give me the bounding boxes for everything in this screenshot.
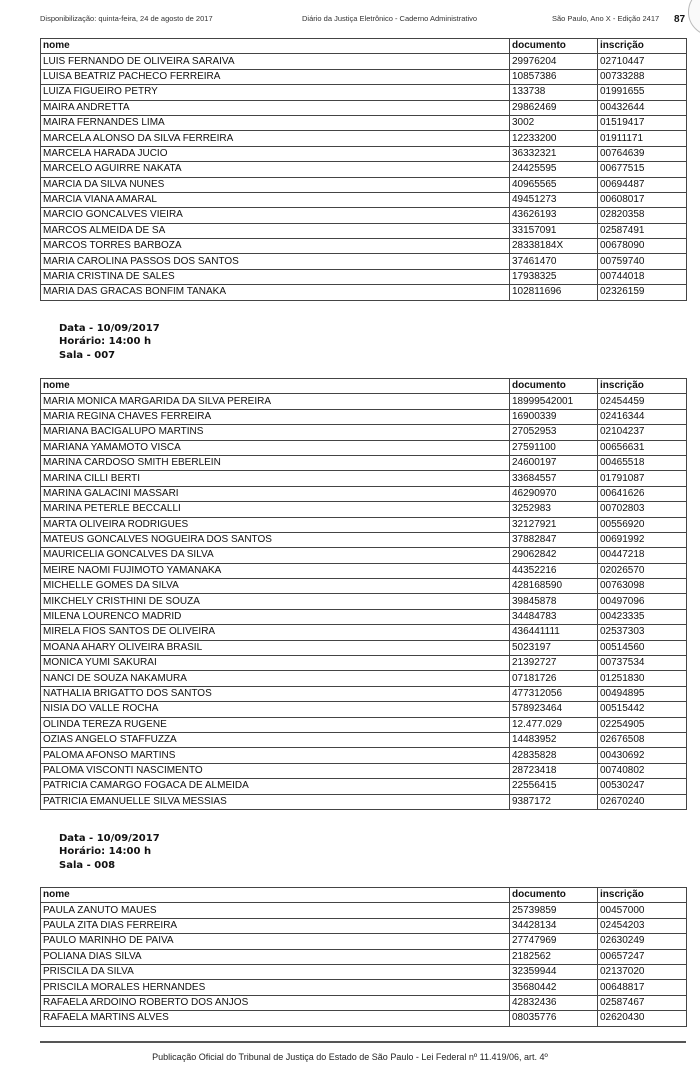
cell-name: MARIA CAROLINA PASSOS DOS SANTOS (41, 254, 510, 269)
table-row (41, 748, 687, 763)
column-header-document: documento (510, 39, 598, 54)
cell-document: 5023197 (510, 640, 598, 655)
column-header-registration: inscrição (598, 379, 687, 394)
cell-document: 27747969 (510, 934, 598, 949)
cell-name: MARCIA DA SILVA NUNES (41, 177, 510, 192)
column-header-name: nome (41, 39, 510, 54)
table-row (41, 671, 687, 686)
table-row (41, 115, 687, 130)
cell-name: MARCOS TORRES BARBOZA (41, 239, 510, 254)
cell-document: 37882847 (510, 532, 598, 547)
cell-document: 28338184X (510, 239, 598, 254)
cell-registration: 00447218 (598, 548, 687, 563)
cell-name: PATRICIA CAMARGO FOGACA DE ALMEIDA (41, 779, 510, 794)
cell-registration: 02137020 (598, 964, 687, 979)
cell-name: MARCOS ALMEIDA DE SA (41, 223, 510, 238)
cell-registration: 02026570 (598, 563, 687, 578)
cell-name: OZIAS ANGELO STAFFUZZA (41, 732, 510, 747)
cell-registration: 02620430 (598, 1011, 687, 1026)
cell-registration: 02416344 (598, 409, 687, 424)
cell-document: 29862469 (510, 100, 598, 115)
cell-name: MIKCHELY CRISTHINI DE SOUZA (41, 594, 510, 609)
session-room: Sala - 008 (59, 859, 116, 871)
cell-registration: 00733288 (598, 69, 687, 84)
cell-document: 33157091 (510, 223, 598, 238)
cell-name: RAFAELA ARDOINO ROBERTO DOS ANJOS (41, 995, 510, 1010)
cell-document: 133738 (510, 85, 598, 100)
cell-document: 44352216 (510, 563, 598, 578)
cell-registration: 02326159 (598, 285, 687, 300)
cell-name: MARCELA HARADA JUCIO (41, 146, 510, 161)
cell-registration: 00648817 (598, 980, 687, 995)
table-row (41, 192, 687, 207)
table-row (41, 548, 687, 563)
session-time: Horário: 14:00 h (59, 846, 152, 858)
cell-name: MARINA GALACINI MASSARI (41, 486, 510, 501)
cell-name: MARINA PETERLE BECCALLI (41, 502, 510, 517)
header-journal-name: Diário da Justiça Eletrônico - Caderno Administrativo (302, 14, 478, 23)
page-number: 87 (674, 14, 686, 25)
header-edition: São Paulo, Ano X - Edição 2417 (552, 14, 660, 23)
cell-document: 12233200 (510, 131, 598, 146)
footer-divider (40, 1041, 686, 1043)
table-row (41, 455, 687, 470)
cell-name: MARIA REGINA CHAVES FERREIRA (41, 409, 510, 424)
cell-document: 477312056 (510, 686, 598, 701)
cell-document: 18999542001 (510, 394, 598, 409)
cell-name: PAULO MARINHO DE PAIVA (41, 934, 510, 949)
cell-registration: 00691992 (598, 532, 687, 547)
cell-document: 9387172 (510, 794, 598, 809)
cell-registration: 00514560 (598, 640, 687, 655)
cell-registration: 00678090 (598, 239, 687, 254)
table-row (41, 579, 687, 594)
cell-document: 24425595 (510, 162, 598, 177)
column-header-registration: inscrição (598, 888, 687, 903)
cell-document: 49451273 (510, 192, 598, 207)
cell-name: MARINA CILLI BERTI (41, 471, 510, 486)
cell-document: 29062842 (510, 548, 598, 563)
cell-document: 29976204 (510, 54, 598, 69)
roster-table (40, 38, 687, 301)
cell-registration: 00744018 (598, 269, 687, 284)
table-row (41, 980, 687, 995)
cell-registration: 02670240 (598, 794, 687, 809)
cell-name: MARCIA VIANA AMARAL (41, 192, 510, 207)
table-row (41, 763, 687, 778)
cell-document: 578923464 (510, 702, 598, 717)
session-date: Data - 10/09/2017 (59, 323, 160, 334)
table-row (41, 1011, 687, 1026)
table-row (41, 69, 687, 84)
cell-name: MONICA YUMI SAKURAI (41, 656, 510, 671)
table-row (41, 517, 687, 532)
table-row (41, 131, 687, 146)
cell-registration: 01791087 (598, 471, 687, 486)
table-row (41, 471, 687, 486)
cell-document: 436441111 (510, 625, 598, 640)
cell-registration: 02820358 (598, 208, 687, 223)
session-info (59, 832, 160, 872)
cell-document: 34484783 (510, 609, 598, 624)
cell-document: 16900339 (510, 409, 598, 424)
table-row (41, 995, 687, 1010)
cell-name: NANCI DE SOUZA NAKAMURA (41, 671, 510, 686)
cell-document: 42835828 (510, 748, 598, 763)
table-row (41, 239, 687, 254)
session-time: Horário: 14:00 h (59, 336, 152, 348)
table-row (41, 486, 687, 501)
table-row (41, 409, 687, 424)
cell-registration: 00432644 (598, 100, 687, 115)
session-date: Data - 10/09/2017 (59, 833, 160, 844)
table-row (41, 609, 687, 624)
cell-name: PAULA ZITA DIAS FERREIRA (41, 918, 510, 933)
cell-registration: 02454459 (598, 394, 687, 409)
table-header-row (41, 379, 687, 394)
cell-registration: 00763098 (598, 579, 687, 594)
cell-name: MIRELA FIOS SANTOS DE OLIVEIRA (41, 625, 510, 640)
cell-registration: 01991655 (598, 85, 687, 100)
session-room: Sala - 007 (59, 349, 116, 361)
table-row (41, 100, 687, 115)
cell-document: 3252983 (510, 502, 598, 517)
column-header-registration: inscrição (598, 39, 687, 54)
cell-name: MARIA CRISTINA DE SALES (41, 269, 510, 284)
table-row (41, 54, 687, 69)
table-row (41, 779, 687, 794)
table-row (41, 949, 687, 964)
cell-name: NATHALIA BRIGATTO DOS SANTOS (41, 686, 510, 701)
cell-name: LUIZA FIGUEIRO PETRY (41, 85, 510, 100)
cell-registration: 02587491 (598, 223, 687, 238)
table-row (41, 146, 687, 161)
cell-registration: 02676508 (598, 732, 687, 747)
cell-name: LUIS FERNANDO DE OLIVEIRA SARAIVA (41, 54, 510, 69)
cell-registration: 00759740 (598, 254, 687, 269)
cell-document: 39845878 (510, 594, 598, 609)
cell-registration: 00430692 (598, 748, 687, 763)
cell-name: LUISA BEATRIZ PACHECO FERREIRA (41, 69, 510, 84)
table-row (41, 918, 687, 933)
cell-name: PRISCILA DA SILVA (41, 964, 510, 979)
table-row (41, 656, 687, 671)
cell-name: PAULA ZANUTO MAUES (41, 903, 510, 918)
cell-document: 17938325 (510, 269, 598, 284)
cell-name: MILENA LOURENCO MADRID (41, 609, 510, 624)
cell-name: MAIRA ANDRETTA (41, 100, 510, 115)
cell-document: 2182562 (510, 949, 598, 964)
cell-document: 28723418 (510, 763, 598, 778)
cell-name: MATEUS GONCALVES NOGUEIRA DOS SANTOS (41, 532, 510, 547)
cell-document: 102811696 (510, 285, 598, 300)
cell-name: PRISCILA MORALES HERNANDES (41, 980, 510, 995)
cell-document: 24600197 (510, 455, 598, 470)
column-header-name: nome (41, 888, 510, 903)
page-header (40, 14, 686, 28)
table-row (41, 934, 687, 949)
cell-registration: 00740802 (598, 763, 687, 778)
cell-name: RAFAELA MARTINS ALVES (41, 1011, 510, 1026)
cell-registration: 01519417 (598, 115, 687, 130)
cell-name: MARCELA ALONSO DA SILVA FERREIRA (41, 131, 510, 146)
table-row (41, 702, 687, 717)
cell-registration: 00556920 (598, 517, 687, 532)
table-row (41, 269, 687, 284)
cell-document: 32127921 (510, 517, 598, 532)
corner-seal-decoration (688, 0, 700, 36)
table-row (41, 732, 687, 747)
table-row (41, 85, 687, 100)
table-row (41, 640, 687, 655)
table-header-row (41, 888, 687, 903)
table-row (41, 903, 687, 918)
cell-name: MEIRE NAOMI FUJIMOTO YAMANAKA (41, 563, 510, 578)
cell-document: 10857386 (510, 69, 598, 84)
cell-name: PALOMA VISCONTI NASCIMENTO (41, 763, 510, 778)
cell-name: PALOMA AFONSO MARTINS (41, 748, 510, 763)
cell-registration: 00530247 (598, 779, 687, 794)
table-row (41, 394, 687, 409)
table-row (41, 162, 687, 177)
table-row (41, 594, 687, 609)
table-row (41, 563, 687, 578)
cell-name: MOANA AHARY OLIVEIRA BRASIL (41, 640, 510, 655)
cell-registration: 00656631 (598, 440, 687, 455)
cell-name: PATRICIA EMANUELLE SILVA MESSIAS (41, 794, 510, 809)
cell-registration: 00608017 (598, 192, 687, 207)
cell-registration: 00515442 (598, 702, 687, 717)
cell-document: 43626193 (510, 208, 598, 223)
cell-name: MARIA MONICA MARGARIDA DA SILVA PEREIRA (41, 394, 510, 409)
cell-registration: 02710447 (598, 54, 687, 69)
cell-document: 37461470 (510, 254, 598, 269)
table-row (41, 717, 687, 732)
cell-document: 35680442 (510, 980, 598, 995)
cell-registration: 00694487 (598, 177, 687, 192)
column-header-document: documento (510, 888, 598, 903)
cell-name: MICHELLE GOMES DA SILVA (41, 579, 510, 594)
table-row (41, 625, 687, 640)
cell-name: OLINDA TEREZA RUGENE (41, 717, 510, 732)
cell-registration: 02537303 (598, 625, 687, 640)
cell-document: 14483952 (510, 732, 598, 747)
cell-name: POLIANA DIAS SILVA (41, 949, 510, 964)
cell-document: 40965565 (510, 177, 598, 192)
cell-registration: 00677515 (598, 162, 687, 177)
cell-document: 33684557 (510, 471, 598, 486)
table-row (41, 686, 687, 701)
roster-table (40, 887, 687, 1027)
cell-name: MAIRA FERNANDES LIMA (41, 115, 510, 130)
cell-registration: 02454203 (598, 918, 687, 933)
cell-registration: 00465518 (598, 455, 687, 470)
cell-document: 08035776 (510, 1011, 598, 1026)
session-info (59, 322, 160, 362)
cell-registration: 00702803 (598, 502, 687, 517)
cell-document: 46290970 (510, 486, 598, 501)
cell-name: MARIANA BACIGALUPO MARTINS (41, 425, 510, 440)
cell-document: 32359944 (510, 964, 598, 979)
cell-document: 22556415 (510, 779, 598, 794)
table-row (41, 532, 687, 547)
cell-name: MARIANA YAMAMOTO VISCA (41, 440, 510, 455)
cell-name: MAURICELIA GONCALVES DA SILVA (41, 548, 510, 563)
column-header-name: nome (41, 379, 510, 394)
cell-name: MARTA OLIVEIRA RODRIGUES (41, 517, 510, 532)
cell-registration: 02254905 (598, 717, 687, 732)
table-row (41, 208, 687, 223)
table-row (41, 794, 687, 809)
cell-registration: 00737534 (598, 656, 687, 671)
cell-name: NISIA DO VALLE ROCHA (41, 702, 510, 717)
cell-document: 27591100 (510, 440, 598, 455)
table-row (41, 964, 687, 979)
cell-document: 428168590 (510, 579, 598, 594)
cell-registration: 00764639 (598, 146, 687, 161)
cell-name: MARIA DAS GRACAS BONFIM TANAKA (41, 285, 510, 300)
roster-table (40, 378, 687, 810)
cell-document: 36332321 (510, 146, 598, 161)
cell-registration: 01911171 (598, 131, 687, 146)
table-row (41, 254, 687, 269)
table-row (41, 425, 687, 440)
cell-registration: 02587467 (598, 995, 687, 1010)
cell-document: 25739859 (510, 903, 598, 918)
cell-document: 21392727 (510, 656, 598, 671)
table-row (41, 177, 687, 192)
page-footer: Publicação Oficial do Tribunal de Justiça do Estado de São Paulo - Lei Federal nº 11.419/06, art. 4º (152, 1052, 548, 1062)
table-row (41, 440, 687, 455)
cell-document: 12.477.029 (510, 717, 598, 732)
cell-document: 42832436 (510, 995, 598, 1010)
table-header-row (41, 39, 687, 54)
cell-registration: 02630249 (598, 934, 687, 949)
cell-registration: 00657247 (598, 949, 687, 964)
cell-registration: 00641626 (598, 486, 687, 501)
cell-document: 07181726 (510, 671, 598, 686)
cell-document: 27052953 (510, 425, 598, 440)
cell-name: MARCIO GONCALVES VIEIRA (41, 208, 510, 223)
cell-registration: 01251830 (598, 671, 687, 686)
table-row (41, 502, 687, 517)
cell-registration: 02104237 (598, 425, 687, 440)
cell-registration: 00457000 (598, 903, 687, 918)
cell-name: MARCELO AGUIRRE NAKATA (41, 162, 510, 177)
table-row (41, 223, 687, 238)
cell-registration: 00423335 (598, 609, 687, 624)
cell-registration: 00494895 (598, 686, 687, 701)
cell-document: 34428134 (510, 918, 598, 933)
column-header-document: documento (510, 379, 598, 394)
table-row (41, 285, 687, 300)
cell-name: MARINA CARDOSO SMITH EBERLEIN (41, 455, 510, 470)
header-availability-date: Disponibilização: quinta-feira, 24 de agosto de 2017 (40, 14, 213, 23)
cell-document: 3002 (510, 115, 598, 130)
cell-registration: 00497096 (598, 594, 687, 609)
